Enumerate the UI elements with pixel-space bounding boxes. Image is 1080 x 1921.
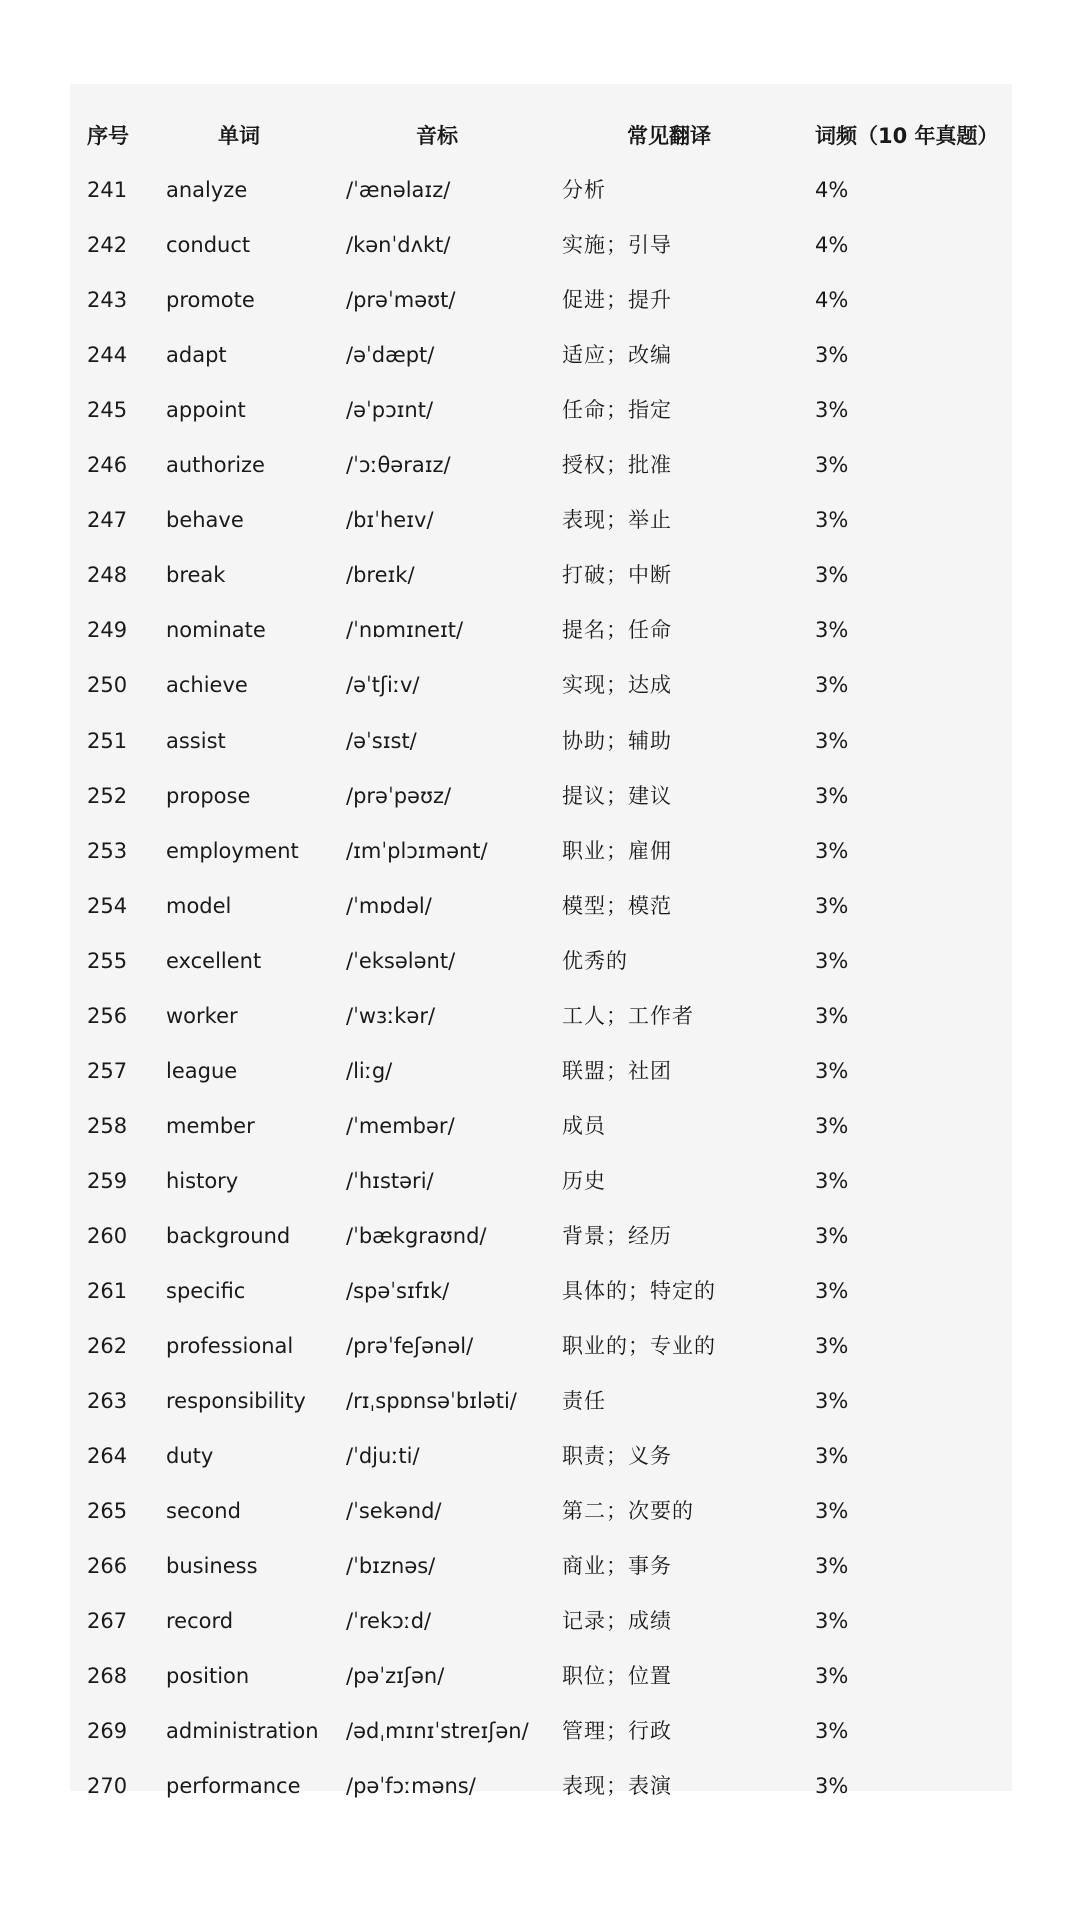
row-num: 254 — [87, 894, 128, 918]
table-row — [70, 1264, 1012, 1319]
row-word: record — [166, 1609, 234, 1633]
row-word: promote — [166, 288, 255, 312]
row-ipa: /ˈnɒmɪneɪt/ — [346, 618, 464, 642]
row-num: 244 — [87, 343, 128, 367]
row-frequency: 3% — [815, 1609, 849, 1633]
row-translation: 责任 — [562, 1389, 606, 1413]
row-frequency: 3% — [815, 839, 849, 863]
row-ipa: /pəˈfɔːməns/ — [346, 1774, 476, 1798]
row-ipa: /ˈmɒdəl/ — [346, 894, 432, 918]
row-frequency: 3% — [815, 673, 849, 697]
row-num: 242 — [87, 233, 128, 257]
table-row — [70, 1759, 1012, 1814]
row-word: model — [166, 894, 232, 918]
table-row — [70, 383, 1012, 438]
row-translation: 适应；改编 — [562, 343, 672, 367]
row-word: propose — [166, 784, 251, 808]
row-frequency: 3% — [815, 1334, 849, 1358]
row-word: adapt — [166, 343, 227, 367]
row-num: 263 — [87, 1389, 128, 1413]
row-ipa: /ˈwɜːkər/ — [346, 1004, 436, 1028]
header-num: 序号 — [87, 124, 129, 148]
row-frequency: 3% — [815, 1664, 849, 1688]
table-row — [70, 769, 1012, 824]
row-frequency: 3% — [815, 1169, 849, 1193]
row-translation: 联盟；社团 — [562, 1059, 672, 1083]
row-frequency: 3% — [815, 1719, 849, 1743]
row-ipa: /prəˈpəʊz/ — [346, 784, 452, 808]
row-translation: 提议；建议 — [562, 784, 672, 808]
row-translation: 表现；举止 — [562, 508, 672, 532]
row-word: achieve — [166, 673, 248, 697]
table-row — [70, 1594, 1012, 1649]
row-translation: 职位；位置 — [562, 1664, 672, 1688]
table-row — [70, 273, 1012, 328]
row-translation: 具体的；特定的 — [562, 1279, 716, 1303]
row-word: worker — [166, 1004, 238, 1028]
row-num: 241 — [87, 178, 128, 202]
row-ipa: /liːg/ — [346, 1059, 393, 1083]
row-word: excellent — [166, 949, 262, 973]
row-num: 265 — [87, 1499, 128, 1523]
table-row — [70, 163, 1012, 218]
table-header — [70, 109, 1012, 164]
row-word: break — [166, 563, 226, 587]
table-row — [70, 1209, 1012, 1264]
row-word: specific — [166, 1279, 246, 1303]
row-translation: 分析 — [562, 178, 606, 202]
row-translation: 提名；任命 — [562, 618, 672, 642]
row-translation: 职责；义务 — [562, 1444, 672, 1468]
row-frequency: 3% — [815, 508, 849, 532]
table-row — [70, 1319, 1012, 1374]
row-word: analyze — [166, 178, 248, 202]
row-word: performance — [166, 1774, 301, 1798]
row-num: 269 — [87, 1719, 128, 1743]
row-translation: 协助；辅助 — [562, 729, 672, 753]
table-row — [70, 1539, 1012, 1594]
row-frequency: 3% — [815, 453, 849, 477]
row-frequency: 4% — [815, 178, 849, 202]
row-word: appoint — [166, 398, 246, 422]
table-row — [70, 1704, 1012, 1759]
row-frequency: 3% — [815, 729, 849, 753]
row-ipa: /spəˈsɪfɪk/ — [346, 1279, 450, 1303]
row-frequency: 3% — [815, 1114, 849, 1138]
header-frequency: 词频（10 年真题） — [815, 124, 999, 148]
row-word: duty — [166, 1444, 214, 1468]
row-num: 259 — [87, 1169, 128, 1193]
table-row — [70, 493, 1012, 548]
row-translation: 模型；模范 — [562, 894, 672, 918]
row-translation: 任命；指定 — [562, 398, 672, 422]
row-num: 261 — [87, 1279, 128, 1303]
row-num: 248 — [87, 563, 128, 587]
header-translation: 常见翻译 — [627, 124, 711, 148]
row-translation: 职业的；专业的 — [562, 1334, 716, 1358]
header-word: 单词 — [218, 124, 260, 148]
row-num: 258 — [87, 1114, 128, 1138]
row-ipa: /bɪˈheɪv/ — [346, 508, 434, 532]
row-ipa: /ədˌmɪnɪˈstreɪʃən/ — [346, 1719, 529, 1743]
row-num: 257 — [87, 1059, 128, 1083]
table-row — [70, 1429, 1012, 1484]
row-word: nominate — [166, 618, 266, 642]
row-word: authorize — [166, 453, 265, 477]
row-frequency: 4% — [815, 233, 849, 257]
table-row — [70, 218, 1012, 273]
table-row — [70, 1044, 1012, 1099]
header-ipa: 音标 — [416, 124, 458, 148]
row-ipa: /ˈmembər/ — [346, 1114, 455, 1138]
row-frequency: 3% — [815, 1499, 849, 1523]
row-num: 251 — [87, 729, 128, 753]
row-ipa: /ˈsekənd/ — [346, 1499, 442, 1523]
row-frequency: 3% — [815, 398, 849, 422]
row-num: 262 — [87, 1334, 128, 1358]
row-ipa: /rɪˌspɒnsəˈbɪləti/ — [346, 1389, 517, 1413]
row-translation: 促进；提升 — [562, 288, 672, 312]
row-translation: 管理；行政 — [562, 1719, 672, 1743]
row-frequency: 4% — [815, 288, 849, 312]
row-translation: 优秀的 — [562, 949, 628, 973]
table-row — [70, 879, 1012, 934]
table-row — [70, 548, 1012, 603]
row-ipa: /əˈdæpt/ — [346, 343, 435, 367]
table-row — [70, 824, 1012, 879]
row-ipa: /ˈbækgraʊnd/ — [346, 1224, 487, 1248]
row-translation: 历史 — [562, 1169, 606, 1193]
row-num: 243 — [87, 288, 128, 312]
row-num: 250 — [87, 673, 128, 697]
row-ipa: /əˈsɪst/ — [346, 729, 417, 753]
row-num: 270 — [87, 1774, 128, 1798]
row-frequency: 3% — [815, 1059, 849, 1083]
row-translation: 打破；中断 — [562, 563, 672, 587]
row-num: 264 — [87, 1444, 128, 1468]
table-row — [70, 603, 1012, 658]
row-translation: 工人；工作者 — [562, 1004, 694, 1028]
row-translation: 第二；次要的 — [562, 1499, 694, 1523]
row-word: administration — [166, 1719, 319, 1743]
row-frequency: 3% — [815, 1389, 849, 1413]
row-num: 255 — [87, 949, 128, 973]
row-ipa: /ˈeksələnt/ — [346, 949, 456, 973]
row-ipa: /əˈpɔɪnt/ — [346, 398, 434, 422]
row-ipa: /ˈhɪstəri/ — [346, 1169, 434, 1193]
row-translation: 授权；批准 — [562, 453, 672, 477]
row-num: 256 — [87, 1004, 128, 1028]
row-frequency: 3% — [815, 343, 849, 367]
row-num: 253 — [87, 839, 128, 863]
row-num: 249 — [87, 618, 128, 642]
row-num: 246 — [87, 453, 128, 477]
row-word: second — [166, 1499, 241, 1523]
row-num: 247 — [87, 508, 128, 532]
row-translation: 实现；达成 — [562, 673, 672, 697]
row-translation: 表现；表演 — [562, 1774, 672, 1798]
table-row — [70, 658, 1012, 713]
row-word: background — [166, 1224, 291, 1248]
row-ipa: /ˈdjuːti/ — [346, 1444, 420, 1468]
row-num: 260 — [87, 1224, 128, 1248]
row-ipa: /ɪmˈplɔɪmənt/ — [346, 839, 488, 863]
table-row — [70, 1099, 1012, 1154]
row-translation: 背景；经历 — [562, 1224, 672, 1248]
row-frequency: 3% — [815, 1774, 849, 1798]
row-num: 252 — [87, 784, 128, 808]
row-word: business — [166, 1554, 258, 1578]
row-word: responsibility — [166, 1389, 306, 1413]
table-row — [70, 714, 1012, 769]
row-num: 267 — [87, 1609, 128, 1633]
row-ipa: /ˈɔːθəraɪz/ — [346, 453, 451, 477]
row-translation: 职业；雇佣 — [562, 839, 672, 863]
table-row — [70, 1154, 1012, 1209]
row-ipa: /ˈrekɔːd/ — [346, 1609, 432, 1633]
table-row — [70, 1374, 1012, 1429]
row-ipa: /ˈbɪznəs/ — [346, 1554, 436, 1578]
row-ipa: /prəˈməʊt/ — [346, 288, 456, 312]
row-num: 266 — [87, 1554, 128, 1578]
row-word: employment — [166, 839, 299, 863]
row-frequency: 3% — [815, 1444, 849, 1468]
row-translation: 记录；成绩 — [562, 1609, 672, 1633]
row-frequency: 3% — [815, 1279, 849, 1303]
row-word: professional — [166, 1334, 294, 1358]
row-word: behave — [166, 508, 244, 532]
row-word: conduct — [166, 233, 251, 257]
row-translation: 商业；事务 — [562, 1554, 672, 1578]
row-translation: 成员 — [562, 1114, 606, 1138]
row-ipa: /breɪk/ — [346, 563, 415, 587]
row-frequency: 3% — [815, 618, 849, 642]
row-ipa: /prəˈfeʃənəl/ — [346, 1334, 474, 1358]
row-word: league — [166, 1059, 238, 1083]
row-frequency: 3% — [815, 1004, 849, 1028]
row-word: position — [166, 1664, 250, 1688]
table-row — [70, 1649, 1012, 1704]
row-frequency: 3% — [815, 563, 849, 587]
vocabulary-table — [70, 84, 1012, 1798]
row-num: 245 — [87, 398, 128, 422]
table-row — [70, 1484, 1012, 1539]
row-num: 268 — [87, 1664, 128, 1688]
table-row — [70, 328, 1012, 383]
row-translation: 实施；引导 — [562, 233, 672, 257]
table-row — [70, 934, 1012, 989]
row-ipa: /əˈtʃiːv/ — [346, 673, 420, 697]
row-frequency: 3% — [815, 1554, 849, 1578]
row-frequency: 3% — [815, 949, 849, 973]
row-frequency: 3% — [815, 894, 849, 918]
row-frequency: 3% — [815, 784, 849, 808]
row-word: history — [166, 1169, 239, 1193]
row-ipa: /kənˈdʌkt/ — [346, 233, 451, 257]
row-ipa: /ˈænəlaɪz/ — [346, 178, 451, 202]
row-word: assist — [166, 729, 226, 753]
table-row — [70, 438, 1012, 493]
row-ipa: /pəˈzɪʃən/ — [346, 1664, 445, 1688]
row-frequency: 3% — [815, 1224, 849, 1248]
row-word: member — [166, 1114, 255, 1138]
table-row — [70, 989, 1012, 1044]
